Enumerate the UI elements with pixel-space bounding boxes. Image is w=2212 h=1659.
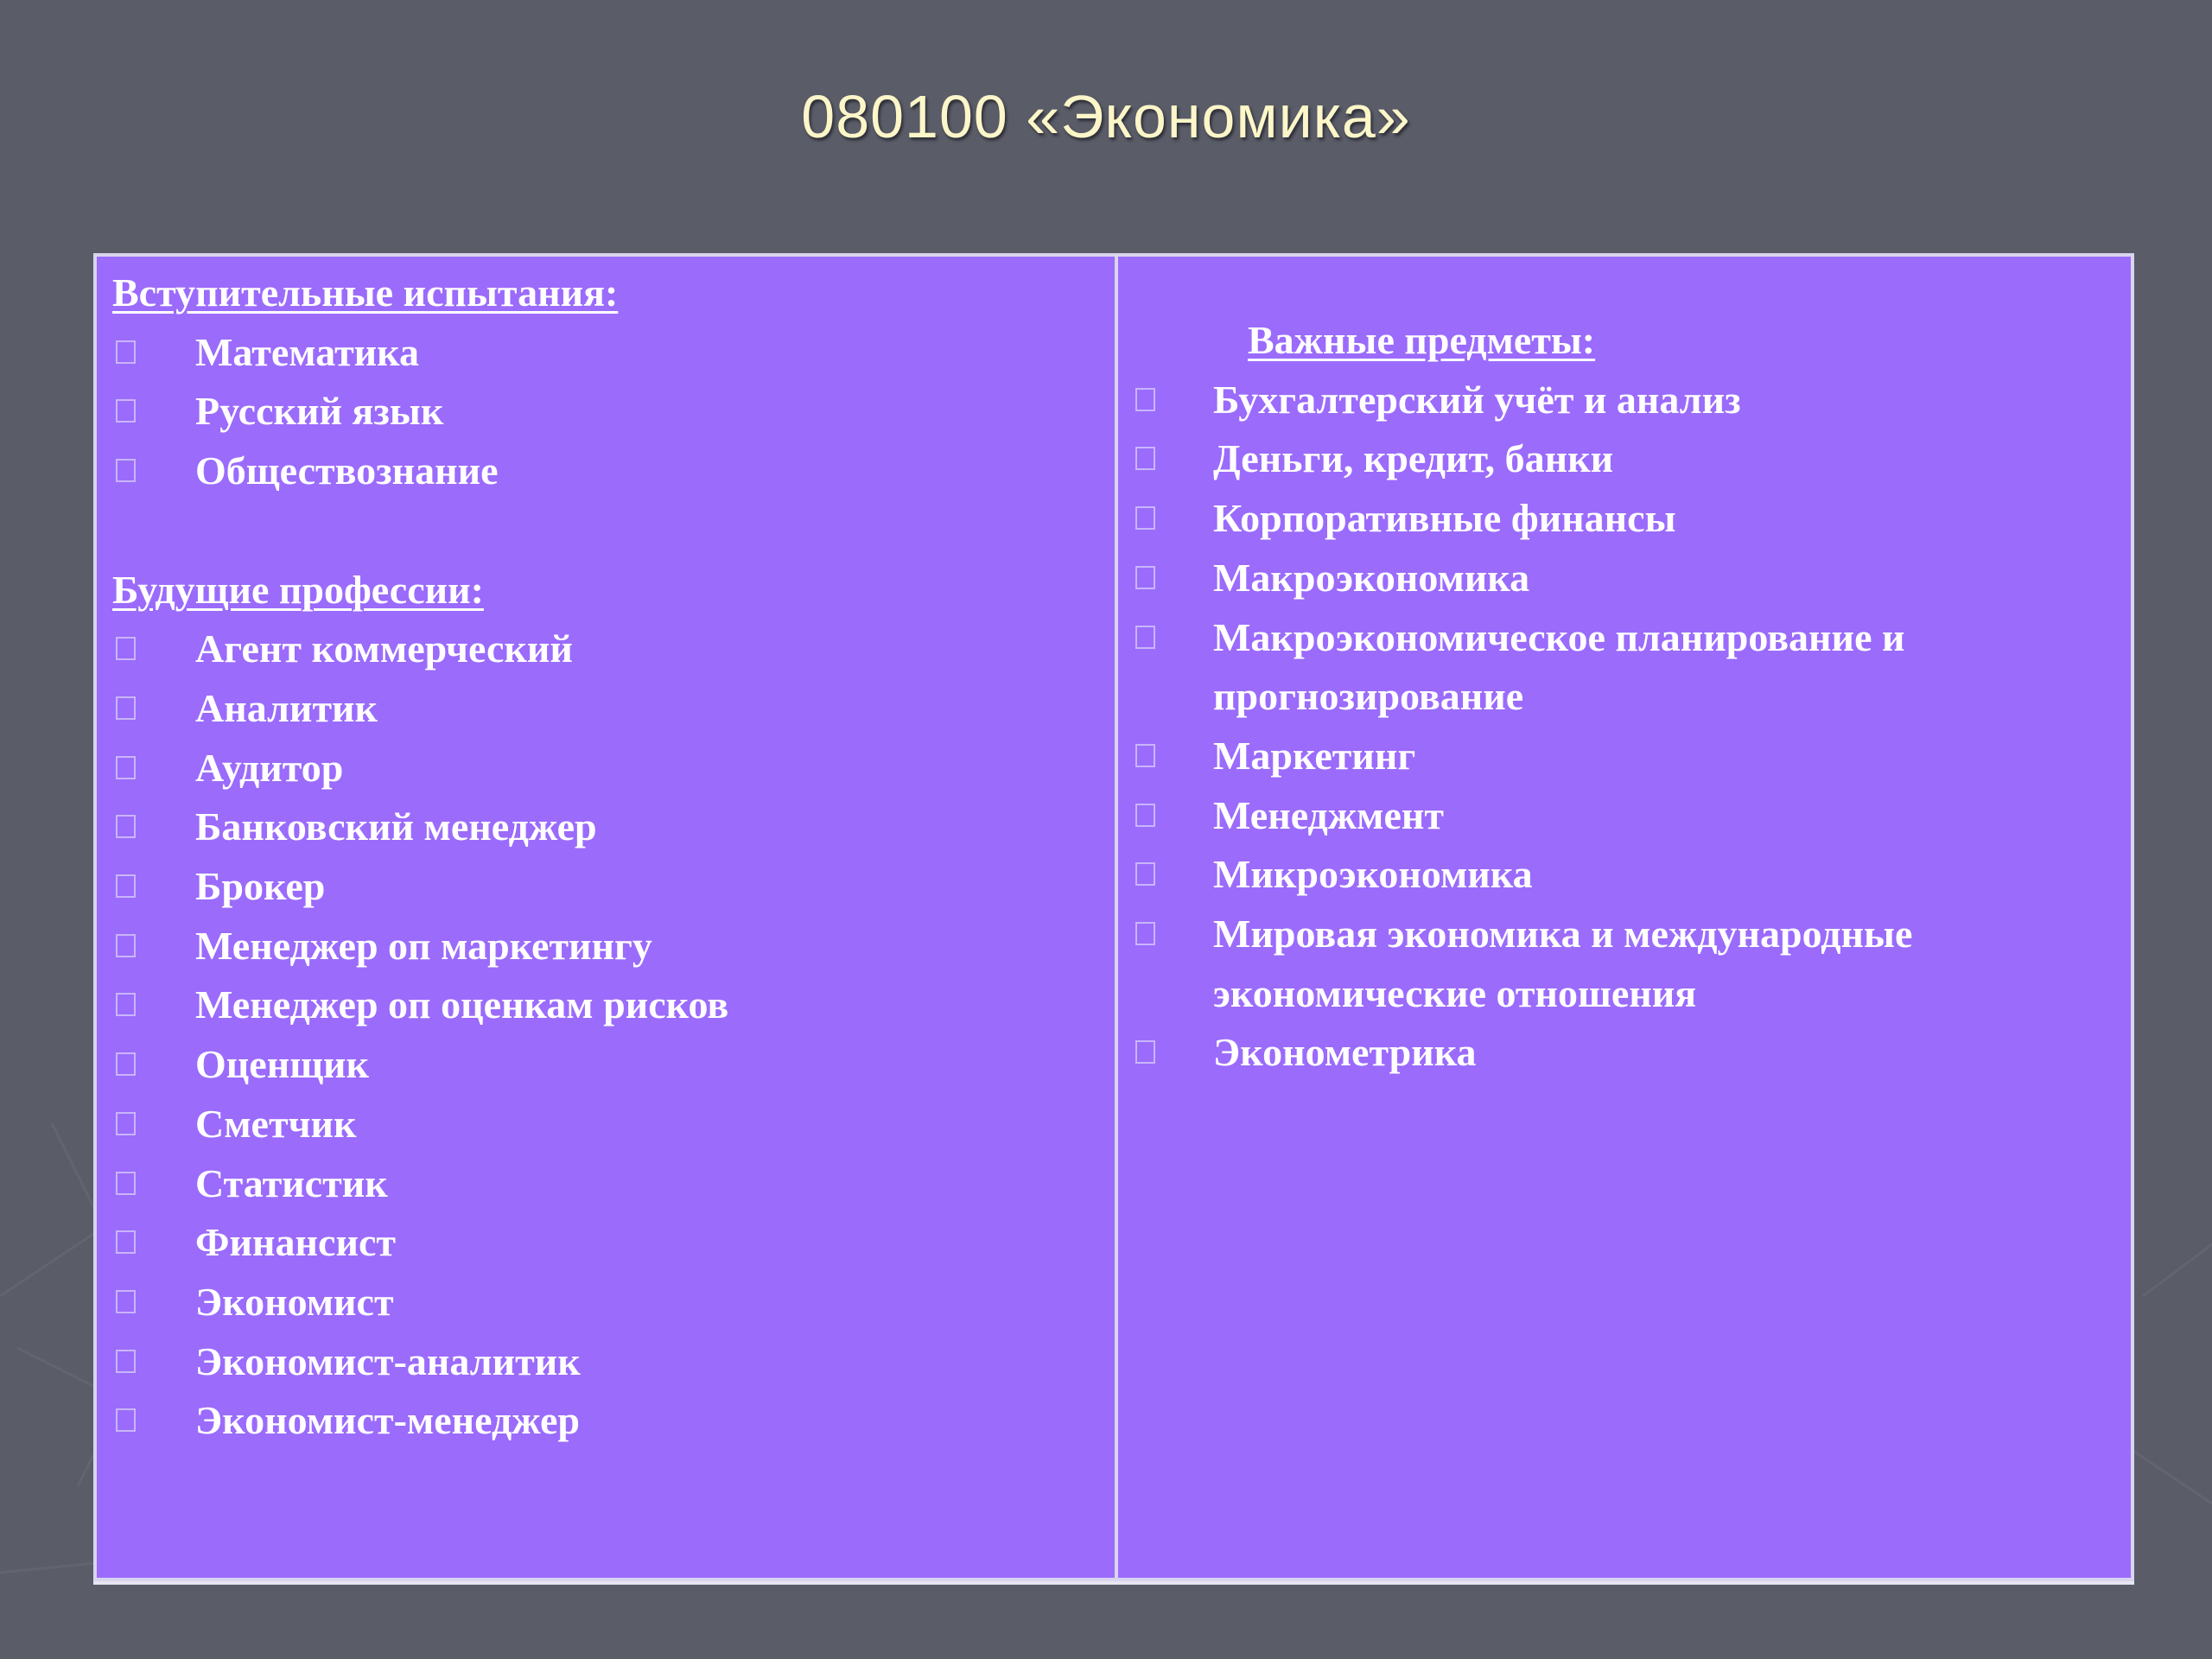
list-item: Экономист: [112, 1273, 1106, 1332]
right-column: [1132, 257, 2117, 1083]
bullet-icon: [1135, 744, 1155, 767]
bullet-icon: [1135, 626, 1155, 649]
bullet-icon: [116, 815, 136, 838]
list-item: Бухгалтерский учёт и анализ: [1132, 371, 2117, 430]
important-subjects-heading: Важные предметы:: [1248, 318, 1596, 362]
list-item: Оценщик: [112, 1035, 1106, 1095]
list-item: Аудитор: [112, 739, 1106, 798]
bullet-icon: [116, 1172, 136, 1195]
bullet-icon: [116, 993, 136, 1016]
bullet-icon: [116, 399, 136, 423]
bullet-icon: [1135, 388, 1155, 411]
bullet-icon: [1135, 447, 1155, 470]
bullet-icon: [1135, 862, 1155, 886]
bullet-icon: [116, 1408, 136, 1432]
list-item: Макроэкономическое планирование и прогнозирование: [1132, 608, 2117, 727]
list-item: Менеджмент: [1132, 786, 2117, 846]
list-item: Корпоративные финансы: [1132, 489, 2117, 549]
bullet-icon: [1135, 506, 1155, 530]
bullet-icon: [116, 934, 136, 957]
bullet-icon: [116, 1350, 136, 1373]
spacer: [112, 501, 1106, 561]
entrance-exams-heading: Вступительные испытания:: [112, 270, 619, 315]
bullet-icon: [116, 340, 136, 364]
bullet-icon: [1135, 922, 1155, 945]
list-item: Деньги, кредит, банки: [1132, 429, 2117, 489]
bullet-icon: [116, 1052, 136, 1076]
list-item: Менеджер оп маркетингу: [112, 917, 1106, 976]
list-item: Статистик: [112, 1154, 1106, 1214]
list-item: Обществознание: [112, 442, 1106, 501]
list-item: Русский язык: [112, 382, 1106, 442]
slide-title: 080100 «Экономика»: [801, 83, 1411, 150]
list-item: Математика: [112, 323, 1106, 383]
bullet-icon: [116, 696, 136, 720]
left-column: [112, 257, 1106, 1451]
list-item: Финансист: [112, 1213, 1106, 1273]
bullet-icon: [116, 1290, 136, 1313]
list-item: Маркетинг: [1132, 727, 2117, 786]
bullet-icon: [116, 1230, 136, 1254]
column-divider: [1115, 257, 1118, 1578]
list-item: Менеджер оп оценкам рисков: [112, 976, 1106, 1035]
list-item: Макроэкономика: [1132, 549, 2117, 608]
bullet-icon: [116, 1112, 136, 1135]
content-table: [93, 253, 2134, 1581]
list-item: Микроэкономика: [1132, 845, 2117, 905]
bullet-icon: [1135, 1040, 1155, 1064]
list-item: Сметчик: [112, 1095, 1106, 1154]
bullet-icon: [116, 637, 136, 660]
professions-heading: Будущие профессии:: [112, 567, 484, 612]
list-item: Мировая экономика и международные экономические отношения: [1132, 905, 2117, 1023]
list-item: Эконометрика: [1132, 1023, 2117, 1083]
bullet-icon: [116, 756, 136, 779]
bullet-icon: [1135, 566, 1155, 589]
bullet-icon: [116, 459, 136, 482]
list-item: Брокер: [112, 857, 1106, 917]
list-item: Банковский менеджер: [112, 798, 1106, 857]
list-item: Экономист-менеджер: [112, 1391, 1106, 1451]
list-item: Агент коммерческий: [112, 620, 1106, 679]
bullet-icon: [1135, 804, 1155, 827]
list-item: Экономист-аналитик: [112, 1332, 1106, 1392]
bullet-icon: [116, 874, 136, 898]
list-item: Аналитик: [112, 679, 1106, 739]
